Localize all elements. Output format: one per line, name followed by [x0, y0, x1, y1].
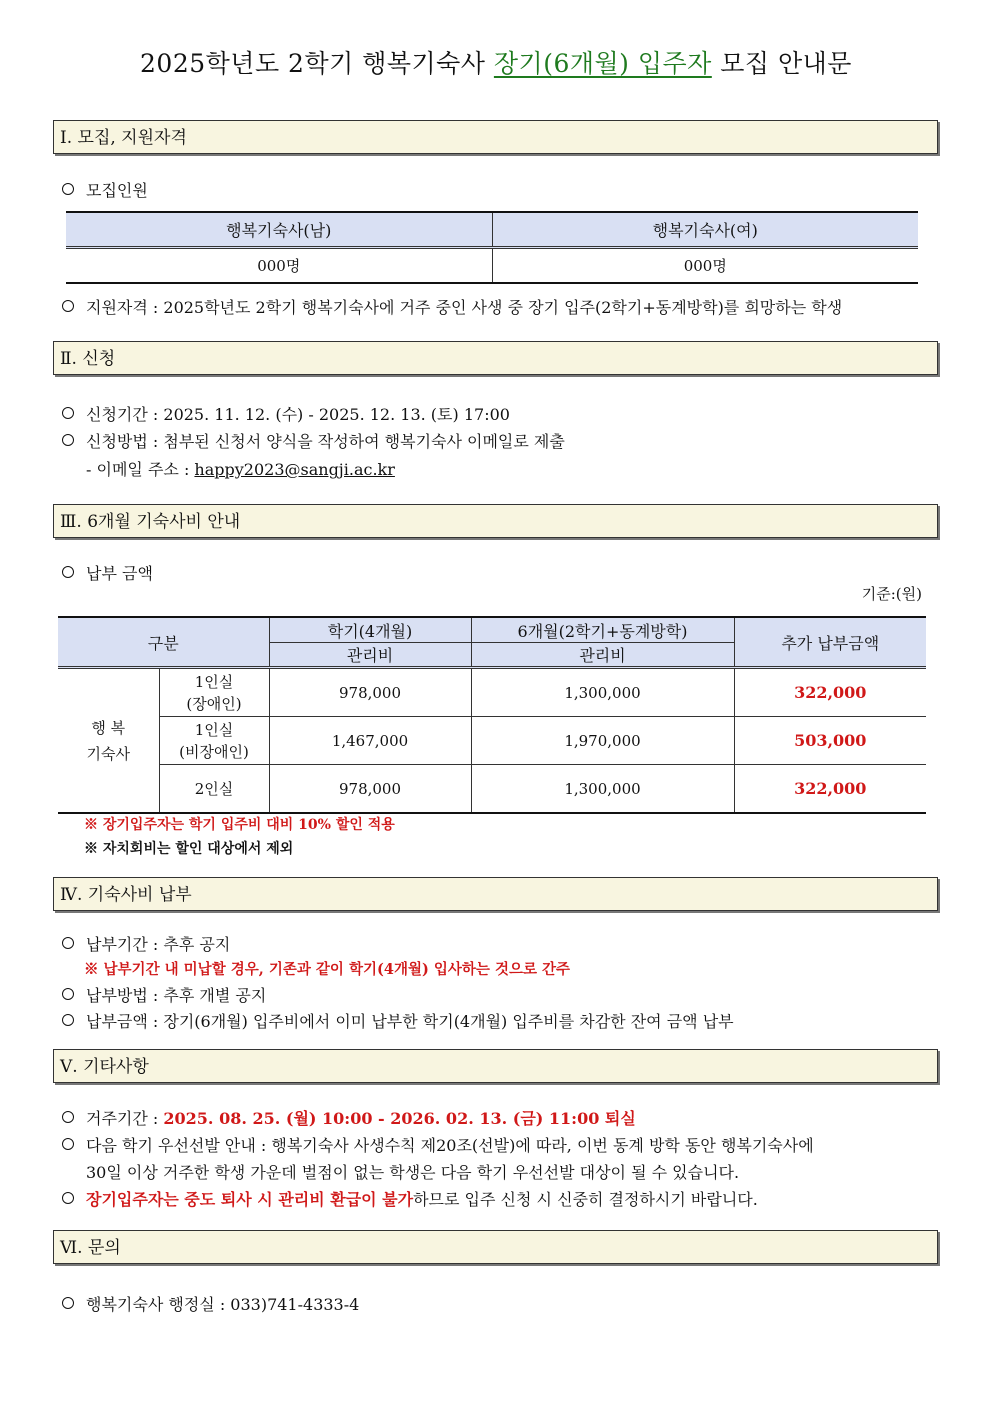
payment-warning: ※ 납부기간 내 미납할 경우, 기존과 같이 학기(4개월) 입사하는 것으로 간주 [84, 961, 571, 978]
bullet-circle-icon [62, 937, 74, 949]
fee-label-line: 납부 금액 [62, 561, 153, 584]
table-header: 행복기숙사(남) [66, 212, 492, 248]
header-extra: 추가 납부금액 [734, 617, 926, 668]
bullet-circle-icon [62, 1111, 74, 1123]
six-month-fee: 1,970,000 [471, 717, 734, 765]
table-cell: 000명 [257, 257, 301, 275]
extra-amount: 503,000 [734, 717, 926, 765]
priority-line: 다음 학기 우선선발 안내 : 행복기숙사 사생수칙 제20조(선발)에 따라, 이번 동계 방학 동안 행복기숙사에 [62, 1133, 814, 1156]
discount-note: ※ 장기입주자는 학기 입주비 대비 10% 할인 적용 [84, 817, 395, 833]
bullet-circle-icon [62, 183, 74, 195]
bullet-circle-icon [62, 434, 74, 446]
payment-amount-line: 납부금액 : 장기(6개월) 입주비에서 이미 납부한 학기(4개월) 입주비를 차감한 잔여 금액 납부 [62, 1009, 734, 1032]
room-type: 1인실 (장애인) [159, 668, 269, 717]
recruit-count-line: 모집인원 [62, 178, 148, 201]
apply-email-line: - 이메일 주소 : happy2023@sangji.ac.kr [86, 460, 395, 479]
bullet-circle-icon [62, 407, 74, 419]
title-highlight: 장기(6개월) 입주자 [493, 49, 712, 78]
payment-method-line: 납부방법 : 추후 개별 공지 [62, 983, 266, 1006]
room-type: 1인실 (비장애인) [159, 717, 269, 765]
header-semester: 학기(4개월) [269, 617, 471, 643]
semester-fee: 978,000 [269, 765, 471, 814]
section-header-payment: Ⅳ. 기숙사비 납부 [53, 877, 938, 911]
stay-period-line: 거주기간 : 2025. 08. 25. (월) 10:00 - 2026. 02. 13. (금) 11:00 퇴실 [62, 1106, 636, 1129]
group-label: 행 복 기숙사 [86, 718, 130, 763]
table-header: 행복기숙사(여) [492, 212, 918, 248]
bullet-circle-icon [62, 1192, 74, 1204]
bullet-circle-icon [62, 1014, 74, 1026]
apply-period-line: 신청기간 : 2025. 11. 12. (수) - 2025. 12. 13. (토) 17:00 [62, 402, 510, 425]
bullet-circle-icon [62, 566, 74, 578]
title-prefix: 2025학년도 2학기 행복기숙사 [140, 49, 494, 78]
contact-line: 행복기숙사 행정실 : 033)741-4333-4 [62, 1292, 359, 1315]
header-category: 구분 [58, 617, 269, 668]
bullet-circle-icon [62, 1297, 74, 1309]
bullet-circle-icon [62, 988, 74, 1000]
fee-table [58, 616, 926, 814]
extra-amount: 322,000 [734, 765, 926, 814]
table-cell: 000명 [492, 248, 918, 284]
email-link[interactable]: happy2023@sangji.ac.kr [194, 460, 395, 479]
six-month-fee: 1,300,000 [471, 668, 734, 717]
recruit-table [66, 211, 918, 284]
six-month-fee: 1,300,000 [471, 765, 734, 814]
priority-line-2: 30일 이상 거주한 학생 가운데 벌점이 없는 학생은 다음 학기 우선선발 대상이 될 수 있습니다. [86, 1163, 740, 1182]
header-sub: 관리비 [471, 643, 734, 668]
header-sub: 관리비 [269, 643, 471, 668]
bullet-circle-icon [62, 300, 74, 312]
header-six-month: 6개월(2학기+동계방학) [471, 617, 734, 643]
council-fee-note: ※ 자치회비는 할인 대상에서 제외 [84, 841, 294, 857]
section-header-fee: Ⅲ. 6개월 기숙사비 안내 [53, 504, 938, 538]
semester-fee: 978,000 [269, 668, 471, 717]
fee-unit: 기준:(원) [861, 585, 922, 603]
refund-line: 장기입주자는 중도 퇴사 시 관리비 환급이 불가하므로 입주 신청 시 신중히 결정하시기 바랍니다. [62, 1187, 758, 1210]
semester-fee: 1,467,000 [269, 717, 471, 765]
title-suffix: 모집 안내문 [711, 49, 852, 78]
apply-method-line: 신청방법 : 첨부된 신청서 양식을 작성하여 행복기숙사 이메일로 제출 [62, 429, 565, 452]
section-header-contact: Ⅵ. 문의 [53, 1230, 938, 1264]
page-title [0, 44, 992, 80]
eligibility-line: 지원자격 : 2025학년도 2학기 행복기숙사에 거주 중인 사생 중 장기 입주(2학기+동계방학)를 희망하는 학생 [62, 295, 842, 318]
table-row [58, 717, 926, 765]
room-type: 2인실 [159, 765, 269, 814]
payment-period-line: 납부기간 : 추후 공지 [62, 932, 230, 955]
table-row [58, 668, 926, 717]
extra-amount: 322,000 [734, 668, 926, 717]
section-header-etc: Ⅴ. 기타사항 [53, 1049, 938, 1083]
bullet-circle-icon [62, 1138, 74, 1150]
section-header-application: Ⅱ. 신청 [53, 341, 938, 375]
table-row [58, 765, 926, 814]
section-header-recruitment: Ⅰ. 모집, 지원자격 [53, 120, 938, 154]
